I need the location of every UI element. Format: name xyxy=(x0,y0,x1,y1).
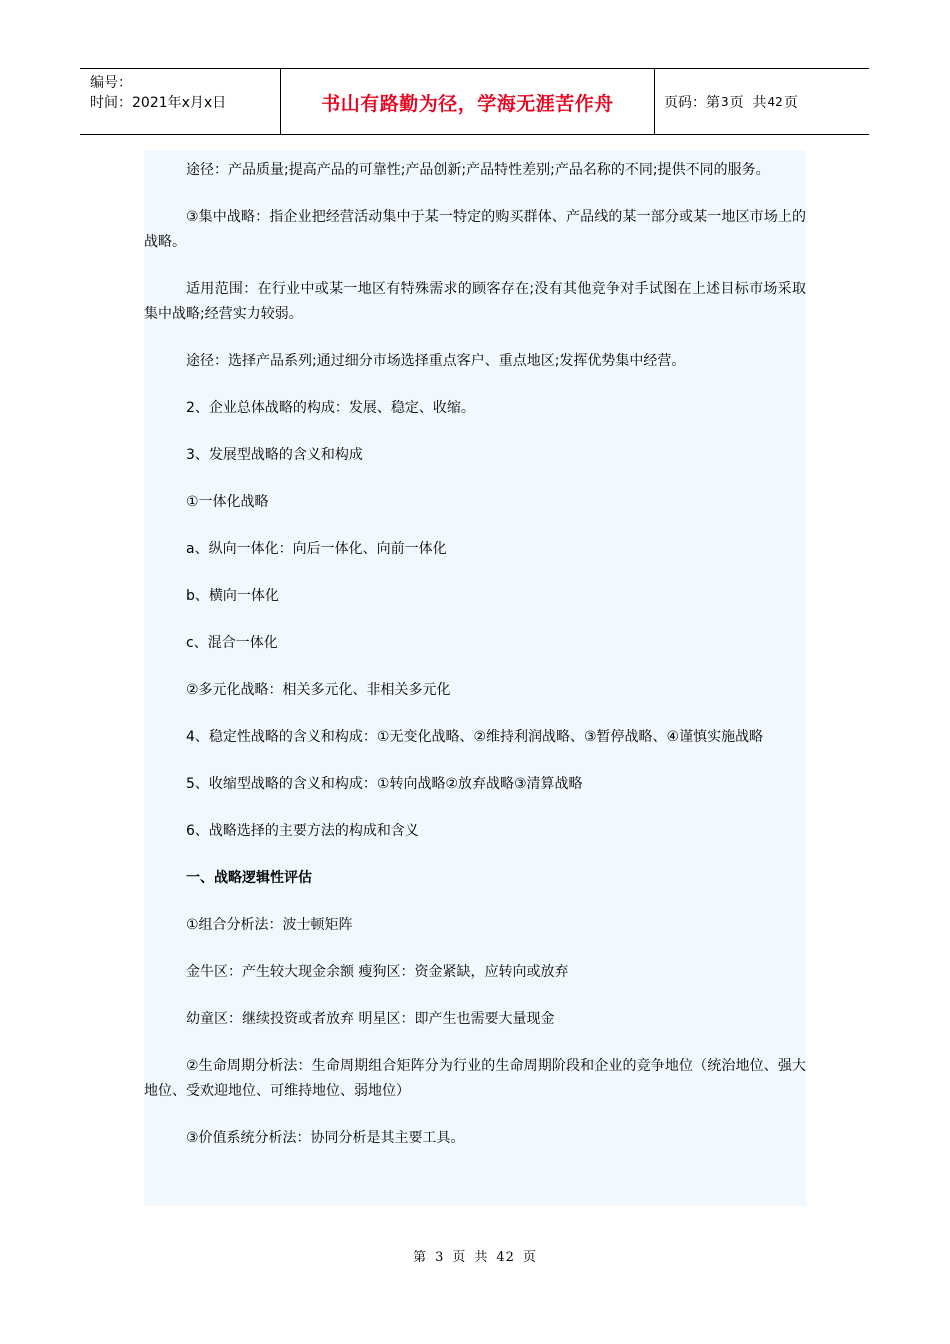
paragraph-value-system-analysis: ③价值系统分析法：协同分析是其主要工具。 xyxy=(186,1130,465,1146)
paragraph-strategy-selection: 6、战略选择的主要方法的构成和含义 xyxy=(186,823,419,839)
paragraph-approach-focus: 途径：选择产品系列;通过细分市场选择重点客户、重点地区;发挥优势集中经营。 xyxy=(186,353,686,369)
page-header xyxy=(80,68,869,135)
paragraph-cash-cow-dog: 金牛区：产生较大现金余额 瘦狗区：资金紧缺，应转向或放弃 xyxy=(186,964,569,980)
paragraph-retrenchment-strategy: 5、收缩型战略的含义和构成：①转向战略②放弃战略③清算战略 xyxy=(186,776,583,792)
header-page-info xyxy=(655,69,869,135)
footer-prefix: 第 xyxy=(413,1250,428,1265)
paragraph-mixed-integration: c、混合一体化 xyxy=(186,635,278,651)
footer-current: 3 xyxy=(435,1250,445,1265)
paragraph-focus-strategy: ③集中战略：指企业把经营活动集中于某一特定的购买群体、产品线的某一部分或某一地区市场上的战略。 xyxy=(144,209,806,250)
footer-total: 42 xyxy=(496,1250,515,1265)
paragraph-applicable-scope: 适用范围：在行业中或某一地区有特殊需求的顾客存在;没有其他竞争对手试图在上述目标市场采取集中战略;经营实力较弱。 xyxy=(144,281,806,322)
paragraph-overall-strategy: 2、企业总体战略的构成：发展、稳定、收缩。 xyxy=(186,400,475,416)
page-total: 42 xyxy=(767,95,783,109)
header-motto: 书山有路勤为径，学海无涯苦作舟 xyxy=(281,69,655,135)
paragraph-life-cycle-analysis: ②生命周期分析法：生命周期组合矩阵分为行业的生命周期阶段和企业的竞争地位（统治地位、强大地位、受欢迎地位、可维持地位、弱地位） xyxy=(144,1058,806,1099)
date-label: 时间：2021年x月x日 xyxy=(90,95,227,111)
paragraph-horizontal-integration: b、横向一体化 xyxy=(186,588,279,604)
page-mid: 页 共 xyxy=(729,95,767,111)
paragraph-integration: ①一体化战略 xyxy=(186,494,269,510)
paragraph-approach-differentiation: 途径：产品质量;提高产品的可靠性;产品创新;产品特性差别;产品名称的不同;提供不同的服务。 xyxy=(186,162,770,178)
paragraph-question-star: 幼童区：继续投资或者放弃 明星区：即产生也需要大量现金 xyxy=(186,1011,555,1027)
page-current: 3 xyxy=(721,95,729,109)
section-heading-logic-evaluation: 一、战略逻辑性评估 xyxy=(186,870,312,886)
paragraph-vertical-integration: a、纵向一体化：向后一体化、向前一体化 xyxy=(186,541,447,557)
page-suffix: 页 xyxy=(783,95,798,111)
paragraph-portfolio-analysis: ①组合分析法：波士顿矩阵 xyxy=(186,917,353,933)
number-label: 编号： xyxy=(90,75,132,91)
document-body xyxy=(144,150,806,1206)
page-prefix: 页码：第 xyxy=(664,95,720,111)
footer-suffix: 页 xyxy=(522,1250,537,1265)
footer-mid2: 共 xyxy=(474,1250,489,1265)
header-meta xyxy=(80,69,281,135)
paragraph-diversification: ②多元化战略：相关多元化、非相关多元化 xyxy=(186,682,451,698)
page-footer xyxy=(0,1246,950,1265)
paragraph-growth-strategy: 3、发展型战略的含义和构成 xyxy=(186,447,363,463)
paragraph-stability-strategy: 4、稳定性战略的含义和构成：①无变化战略、②维持利润战略、③暂停战略、④谨慎实施战略 xyxy=(186,729,764,745)
footer-mid1: 页 xyxy=(452,1250,467,1265)
